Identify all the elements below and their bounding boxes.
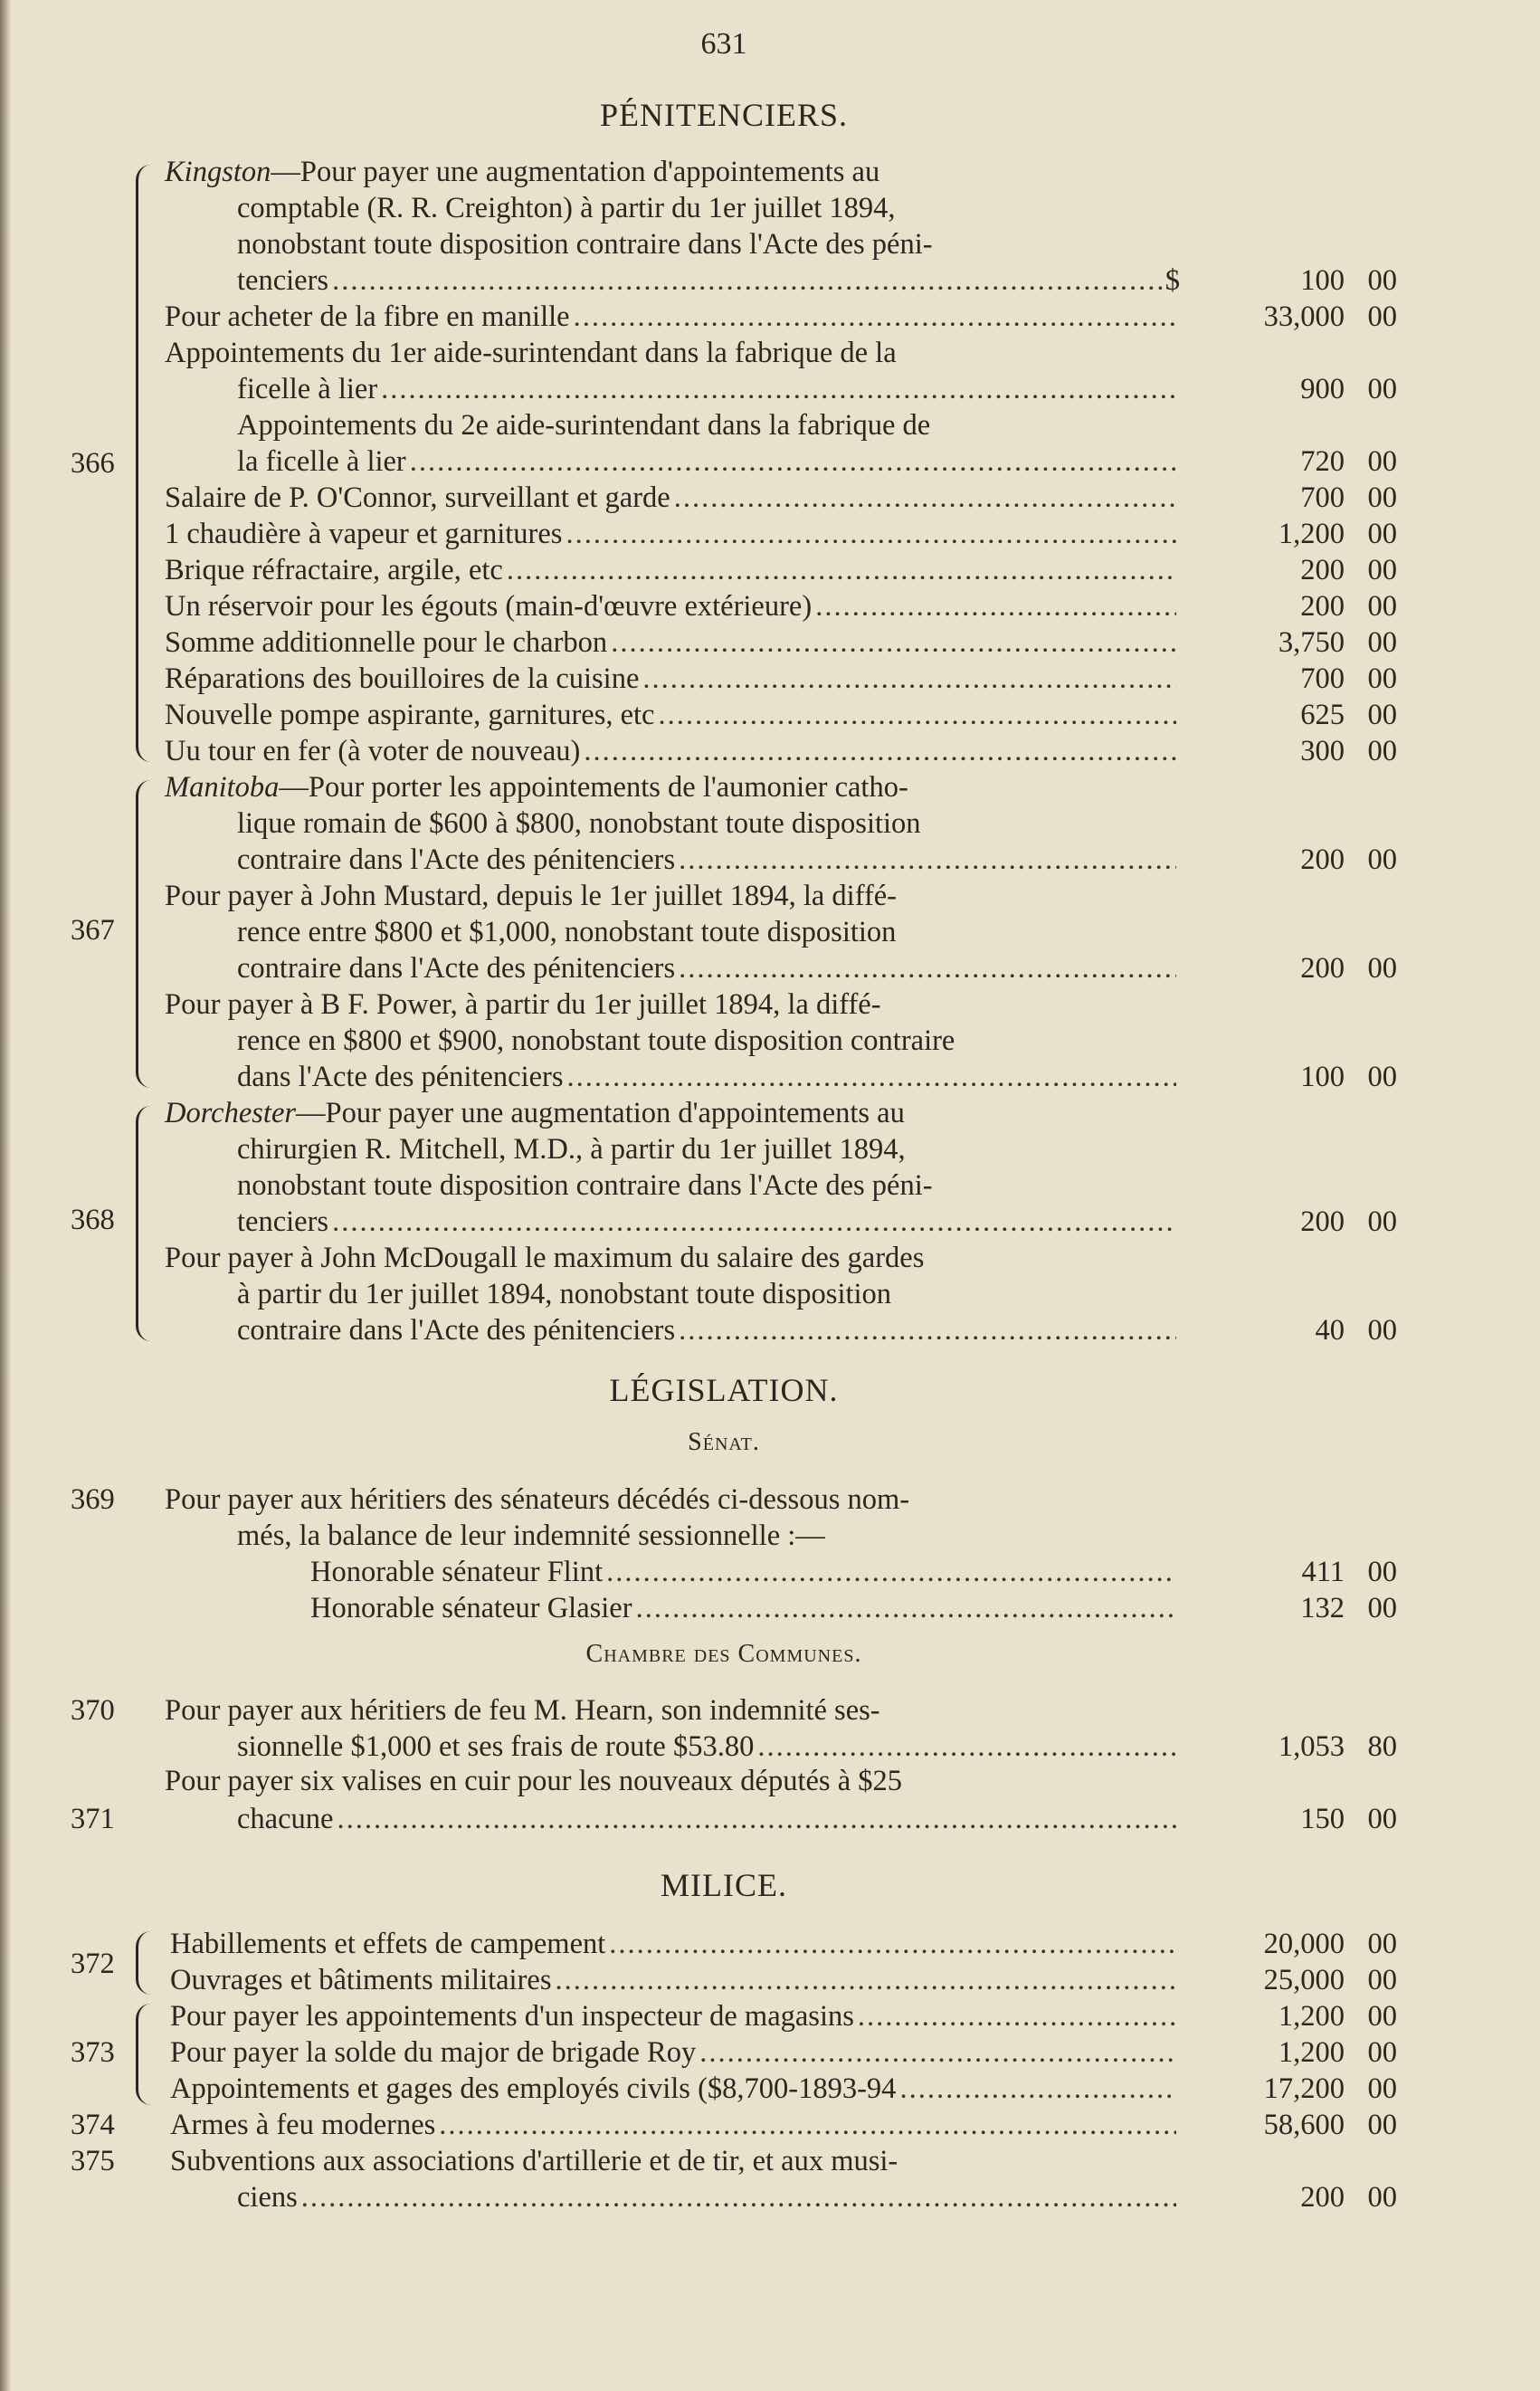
line-text: Somme additionnelle pour le charbon xyxy=(165,626,608,659)
section-title-legislation: LÉGISLATION. xyxy=(609,1372,839,1408)
item-number-374: 374 xyxy=(71,2109,115,2141)
amount-cell xyxy=(1180,1926,1397,1962)
amount-cell xyxy=(1180,552,1397,588)
amount-dollars: 625 xyxy=(1300,699,1345,731)
amount-cents: 00 xyxy=(1367,1556,1397,1588)
amount-dollars: 132 xyxy=(1300,1592,1345,1624)
item-number-375: 375 xyxy=(71,2145,115,2177)
section-title-penitenciers: PÉNITENCIERS. xyxy=(600,97,848,133)
amount-cents: 00 xyxy=(1367,1964,1397,1996)
item-number-370: 370 xyxy=(71,1694,115,1727)
line-text: Pour payer les appointements d'un inspecteur de magasins xyxy=(170,2000,854,2033)
amount-cell xyxy=(1180,1729,1397,1765)
brace-368 xyxy=(136,1106,151,1341)
amount-cell xyxy=(1180,1312,1397,1348)
leader-dots xyxy=(858,1998,1176,2034)
leader-dots xyxy=(609,1926,1176,1962)
leader-dots xyxy=(679,950,1176,986)
amount-dollars: 300 xyxy=(1300,735,1345,767)
text-line xyxy=(170,1962,1180,1998)
text-line xyxy=(170,1926,1180,1962)
amount-dollars: 720 xyxy=(1300,445,1345,478)
amount-cents: 00 xyxy=(1367,1061,1397,1093)
line-text: Salaire de P. O'Connor, surveillant et garde xyxy=(165,481,670,514)
line-text: dans l'Acte des pénitenciers xyxy=(237,1061,564,1093)
amount-cell xyxy=(1180,371,1397,407)
amount-cents: 00 xyxy=(1367,2109,1397,2141)
amount-cents: 00 xyxy=(1367,1928,1397,1960)
section-title-milice: MILICE. xyxy=(661,1867,787,1903)
text-line xyxy=(165,552,1180,588)
amount-cents: 00 xyxy=(1367,952,1397,985)
leader-dots xyxy=(899,2071,1176,2107)
leader-dots xyxy=(507,552,1176,588)
text-line xyxy=(310,1554,1180,1590)
amount-cents: 00 xyxy=(1367,300,1397,333)
amount-dollars: 100 xyxy=(1300,264,1345,297)
amount-dollars: 700 xyxy=(1300,481,1345,514)
amount-cell xyxy=(1180,2034,1397,2071)
text-line xyxy=(165,697,1180,733)
line-text: contraire dans l'Acte des pénitenciers xyxy=(237,843,676,876)
text-line xyxy=(165,516,1180,552)
item-number-368: 368 xyxy=(71,1204,115,1236)
text-line xyxy=(237,443,1180,480)
text-line xyxy=(170,2071,1180,2107)
amount-cents: 00 xyxy=(1367,626,1397,659)
text-line: Pour payer à John Mustard, depuis le 1er juillet 1894, la diffé- xyxy=(165,880,898,912)
item-number-373: 373 xyxy=(71,2036,115,2069)
line-text: Honorable sénateur Glasier xyxy=(310,1592,632,1624)
line-text: ficelle à lier xyxy=(237,373,378,405)
brace-367 xyxy=(136,780,151,1088)
text-line: nonobstant toute disposition contraire dans l'Acte des péni- xyxy=(237,1169,933,1202)
text-line: més, la balance de leur indemnité sessionnelle :— xyxy=(237,1519,825,1552)
amount-cents: 00 xyxy=(1367,373,1397,405)
amount-cell xyxy=(1180,697,1397,733)
leader-dots xyxy=(301,2179,1176,2215)
amount-cell xyxy=(1180,624,1397,661)
text-line xyxy=(165,480,1180,516)
amount-cell xyxy=(1180,1059,1397,1095)
text-line xyxy=(237,1204,1180,1240)
amount-cents: 80 xyxy=(1367,1730,1397,1763)
amount-dollars: 20,000 xyxy=(1263,1928,1345,1960)
line-text: la ficelle à lier xyxy=(237,445,406,478)
amount-cell xyxy=(1180,1998,1397,2034)
brace-366 xyxy=(136,165,151,762)
text-line: Pour payer à B F. Power, à partir du 1er juillet 1894, la diffé- xyxy=(165,988,881,1021)
line-text: —Pour payer une augmentation d'appointements au xyxy=(296,1097,905,1129)
amount-cell xyxy=(1180,950,1397,986)
amount-cell xyxy=(1180,2071,1397,2107)
amount-dollars: 150 xyxy=(1300,1803,1345,1835)
text-line: comptable (R. R. Creighton) à partir du 1er juillet 1894, xyxy=(237,192,896,224)
line-text: —Pour payer une augmentation d'appointements au xyxy=(271,156,880,188)
amount-cents: 00 xyxy=(1367,1803,1397,1835)
line-text: ciens xyxy=(237,2181,298,2214)
amount-cell xyxy=(1180,299,1397,335)
leader-dots xyxy=(642,661,1176,697)
amount-cents: 00 xyxy=(1367,2072,1397,2105)
line-text: 1 chaudière à vapeur et garnitures xyxy=(165,518,563,550)
amount-cents: 00 xyxy=(1367,735,1397,767)
line-text: Ouvrages et bâtiments militaires xyxy=(170,1964,552,1996)
line-text: sionnelle $1,000 et ses frais de route $53.80 xyxy=(237,1730,755,1763)
amount-cell xyxy=(1180,842,1397,878)
text-line: Appointements du 2e aide-surintendant dans la fabrique de xyxy=(237,409,931,442)
amount-dollars: 200 xyxy=(1300,1205,1345,1238)
amount-dollars: 200 xyxy=(1300,843,1345,876)
leader-dots xyxy=(567,1059,1176,1095)
amount-cell xyxy=(1180,262,1397,299)
amount-cell xyxy=(1180,443,1397,480)
amount-cents: 00 xyxy=(1367,699,1397,731)
text-line: Pour payer aux héritiers des sénateurs décédés ci-dessous nom- xyxy=(165,1483,910,1516)
amount-dollars: 17,200 xyxy=(1263,2072,1345,2105)
amount-dollars: 200 xyxy=(1300,554,1345,586)
leader-dots xyxy=(757,1729,1176,1765)
amount-dollars: 25,000 xyxy=(1263,1964,1345,1996)
line-text: Pour acheter de la fibre en manille xyxy=(165,300,570,333)
subsection-title-communes: Chambre des Communes. xyxy=(585,1640,862,1668)
leader-dots xyxy=(332,262,1162,299)
text-line xyxy=(170,2034,1180,2071)
line-text: tenciers xyxy=(237,264,329,297)
amount-cell xyxy=(1180,480,1397,516)
line-text: Habillements et effets de campement xyxy=(170,1928,606,1960)
line-text: Honorable sénateur Flint xyxy=(310,1556,604,1588)
text-line: rence entre $800 et $1,000, nonobstant toute disposition xyxy=(237,916,897,948)
line-text: Nouvelle pompe aspirante, garnitures, etc xyxy=(165,699,655,731)
text-line xyxy=(165,624,1180,661)
leader-dots xyxy=(636,1590,1176,1626)
amount-cell xyxy=(1180,1801,1397,1837)
amount-cell xyxy=(1180,2179,1397,2215)
text-line xyxy=(237,842,1180,878)
text-line xyxy=(237,950,1180,986)
line-text: chacune xyxy=(237,1803,334,1835)
leader-dots xyxy=(815,588,1176,624)
leader-dots xyxy=(584,733,1176,769)
amount-dollars: 58,600 xyxy=(1263,2109,1345,2141)
text-line xyxy=(237,262,1180,299)
amount-cents: 00 xyxy=(1367,590,1397,623)
line-text: Un réservoir pour les égouts (main-d'œuvre extérieure) xyxy=(165,590,813,623)
leader-dots xyxy=(679,1312,1176,1348)
text-line xyxy=(237,1801,1180,1837)
line-text: Appointements et gages des employés civils ($8,700-1893-94 xyxy=(170,2072,897,2105)
amount-cents: 00 xyxy=(1367,1314,1397,1347)
leader-dots xyxy=(574,299,1176,335)
amount-cell xyxy=(1180,661,1397,697)
place-manitoba: Manitoba xyxy=(165,771,280,804)
amount-cents: 00 xyxy=(1367,2000,1397,2033)
item-number-366: 366 xyxy=(71,447,115,480)
text-line xyxy=(165,588,1180,624)
text-line: Pour payer aux héritiers de feu M. Hearn, son indemnité ses- xyxy=(165,1694,880,1727)
amount-cents: 00 xyxy=(1367,554,1397,586)
amount-cents: 00 xyxy=(1367,843,1397,876)
text-line: lique romain de $600 à $800, nonobstant toute disposition xyxy=(237,807,921,840)
text-line xyxy=(165,769,908,805)
leader-dots xyxy=(679,842,1176,878)
amount-cents: 00 xyxy=(1367,264,1397,297)
amount-cents: 00 xyxy=(1367,2036,1397,2069)
leader-dots xyxy=(699,2034,1176,2071)
item-number-367: 367 xyxy=(71,914,115,947)
amount-cents: 00 xyxy=(1367,2181,1397,2214)
line-text: —Pour porter les appointements de l'aumonier catho- xyxy=(279,771,908,804)
text-line: Appointements du 1er aide-surintendant dans la fabrique de la xyxy=(165,337,897,369)
amount-cell xyxy=(1180,733,1397,769)
dollar-sign: $ xyxy=(1165,264,1180,297)
leader-dots xyxy=(337,1801,1176,1837)
leader-dots xyxy=(381,371,1176,407)
amount-cell xyxy=(1180,2107,1397,2143)
item-number-369: 369 xyxy=(71,1483,115,1516)
leader-dots xyxy=(555,1962,1176,1998)
text-line xyxy=(165,154,879,190)
amount-dollars: 1,200 xyxy=(1278,518,1345,550)
place-kingston: Kingston xyxy=(165,156,271,188)
text-line xyxy=(165,733,1180,769)
leader-dots xyxy=(439,2107,1176,2143)
line-text: Armes à feu modernes xyxy=(170,2109,436,2141)
text-line: Subventions aux associations d'artillerie et de tir, et aux musi- xyxy=(170,2145,898,2177)
amount-cell xyxy=(1180,1962,1397,1998)
leader-dots xyxy=(566,516,1176,552)
amount-dollars: 1,200 xyxy=(1278,2000,1345,2033)
text-line xyxy=(165,1095,905,1131)
line-text: Uu tour en fer (à voter de nouveau) xyxy=(165,735,581,767)
leader-dots xyxy=(606,1554,1176,1590)
line-text: Pour payer la solde du major de brigade Roy xyxy=(170,2036,697,2069)
text-line xyxy=(237,1312,1180,1348)
amount-dollars: 200 xyxy=(1300,590,1345,623)
leader-dots xyxy=(332,1204,1176,1240)
amount-dollars: 1,053 xyxy=(1278,1730,1345,1763)
text-line xyxy=(170,1998,1180,2034)
amount-dollars: 100 xyxy=(1300,1061,1345,1093)
amount-dollars: 200 xyxy=(1300,952,1345,985)
leader-dots xyxy=(674,480,1176,516)
amount-cell xyxy=(1180,516,1397,552)
amount-cell xyxy=(1180,1590,1397,1626)
text-line: Pour payer six valises en cuir pour les nouveaux députés à $25 xyxy=(165,1765,903,1797)
line-text: contraire dans l'Acte des pénitenciers xyxy=(237,1314,676,1347)
text-line xyxy=(170,2107,1180,2143)
leader-dots xyxy=(410,443,1176,480)
text-line xyxy=(310,1590,1180,1626)
line-text: contraire dans l'Acte des pénitenciers xyxy=(237,952,676,985)
line-text: Réparations des bouilloires de la cuisine xyxy=(165,662,640,695)
subsection-title-senat: Sénat. xyxy=(688,1428,760,1456)
text-line xyxy=(237,2179,1180,2215)
leader-dots xyxy=(658,697,1176,733)
text-line xyxy=(237,371,1180,407)
amount-cents: 00 xyxy=(1367,445,1397,478)
amount-cell xyxy=(1180,588,1397,624)
amount-cents: 00 xyxy=(1367,481,1397,514)
amount-cents: 00 xyxy=(1367,1592,1397,1624)
amount-cents: 00 xyxy=(1367,662,1397,695)
page-number: 631 xyxy=(700,27,747,61)
item-number-372: 372 xyxy=(71,1948,115,1980)
item-number-371: 371 xyxy=(71,1803,115,1835)
amount-cents: 00 xyxy=(1367,1205,1397,1238)
amount-cell xyxy=(1180,1204,1397,1240)
line-text: tenciers xyxy=(237,1205,329,1238)
text-line xyxy=(165,661,1180,697)
amount-dollars: 40 xyxy=(1315,1314,1345,1347)
amount-dollars: 900 xyxy=(1300,373,1345,405)
line-text: Brique réfractaire, argile, etc xyxy=(165,554,503,586)
amount-dollars: 1,200 xyxy=(1278,2036,1345,2069)
text-line xyxy=(237,1059,1180,1095)
brace-372 xyxy=(136,1931,151,1995)
amount-dollars: 200 xyxy=(1300,2181,1345,2214)
amount-dollars: 700 xyxy=(1300,662,1345,695)
text-line: chirurgien R. Mitchell, M.D., à partir du 1er juillet 1894, xyxy=(237,1133,906,1166)
text-line: à partir du 1er juillet 1894, nonobstant toute disposition xyxy=(237,1278,892,1310)
amount-cell xyxy=(1180,1554,1397,1590)
text-line: nonobstant toute disposition contraire dans l'Acte des péni- xyxy=(237,228,933,261)
amount-cents: 00 xyxy=(1367,518,1397,550)
leader-dots xyxy=(611,624,1176,661)
amount-dollars: 411 xyxy=(1301,1556,1345,1588)
text-line xyxy=(165,299,1180,335)
text-line: Pour payer à John McDougall le maximum du salaire des gardes xyxy=(165,1242,925,1274)
text-line: rence en $800 et $900, nonobstant toute disposition contraire xyxy=(237,1024,955,1057)
amount-dollars: 33,000 xyxy=(1263,300,1345,333)
place-dorchester: Dorchester xyxy=(165,1097,297,1129)
text-line xyxy=(237,1729,1180,1765)
page-binding-edge xyxy=(0,0,11,2391)
amount-dollars: 3,750 xyxy=(1278,626,1345,659)
brace-373 xyxy=(136,2004,151,2105)
